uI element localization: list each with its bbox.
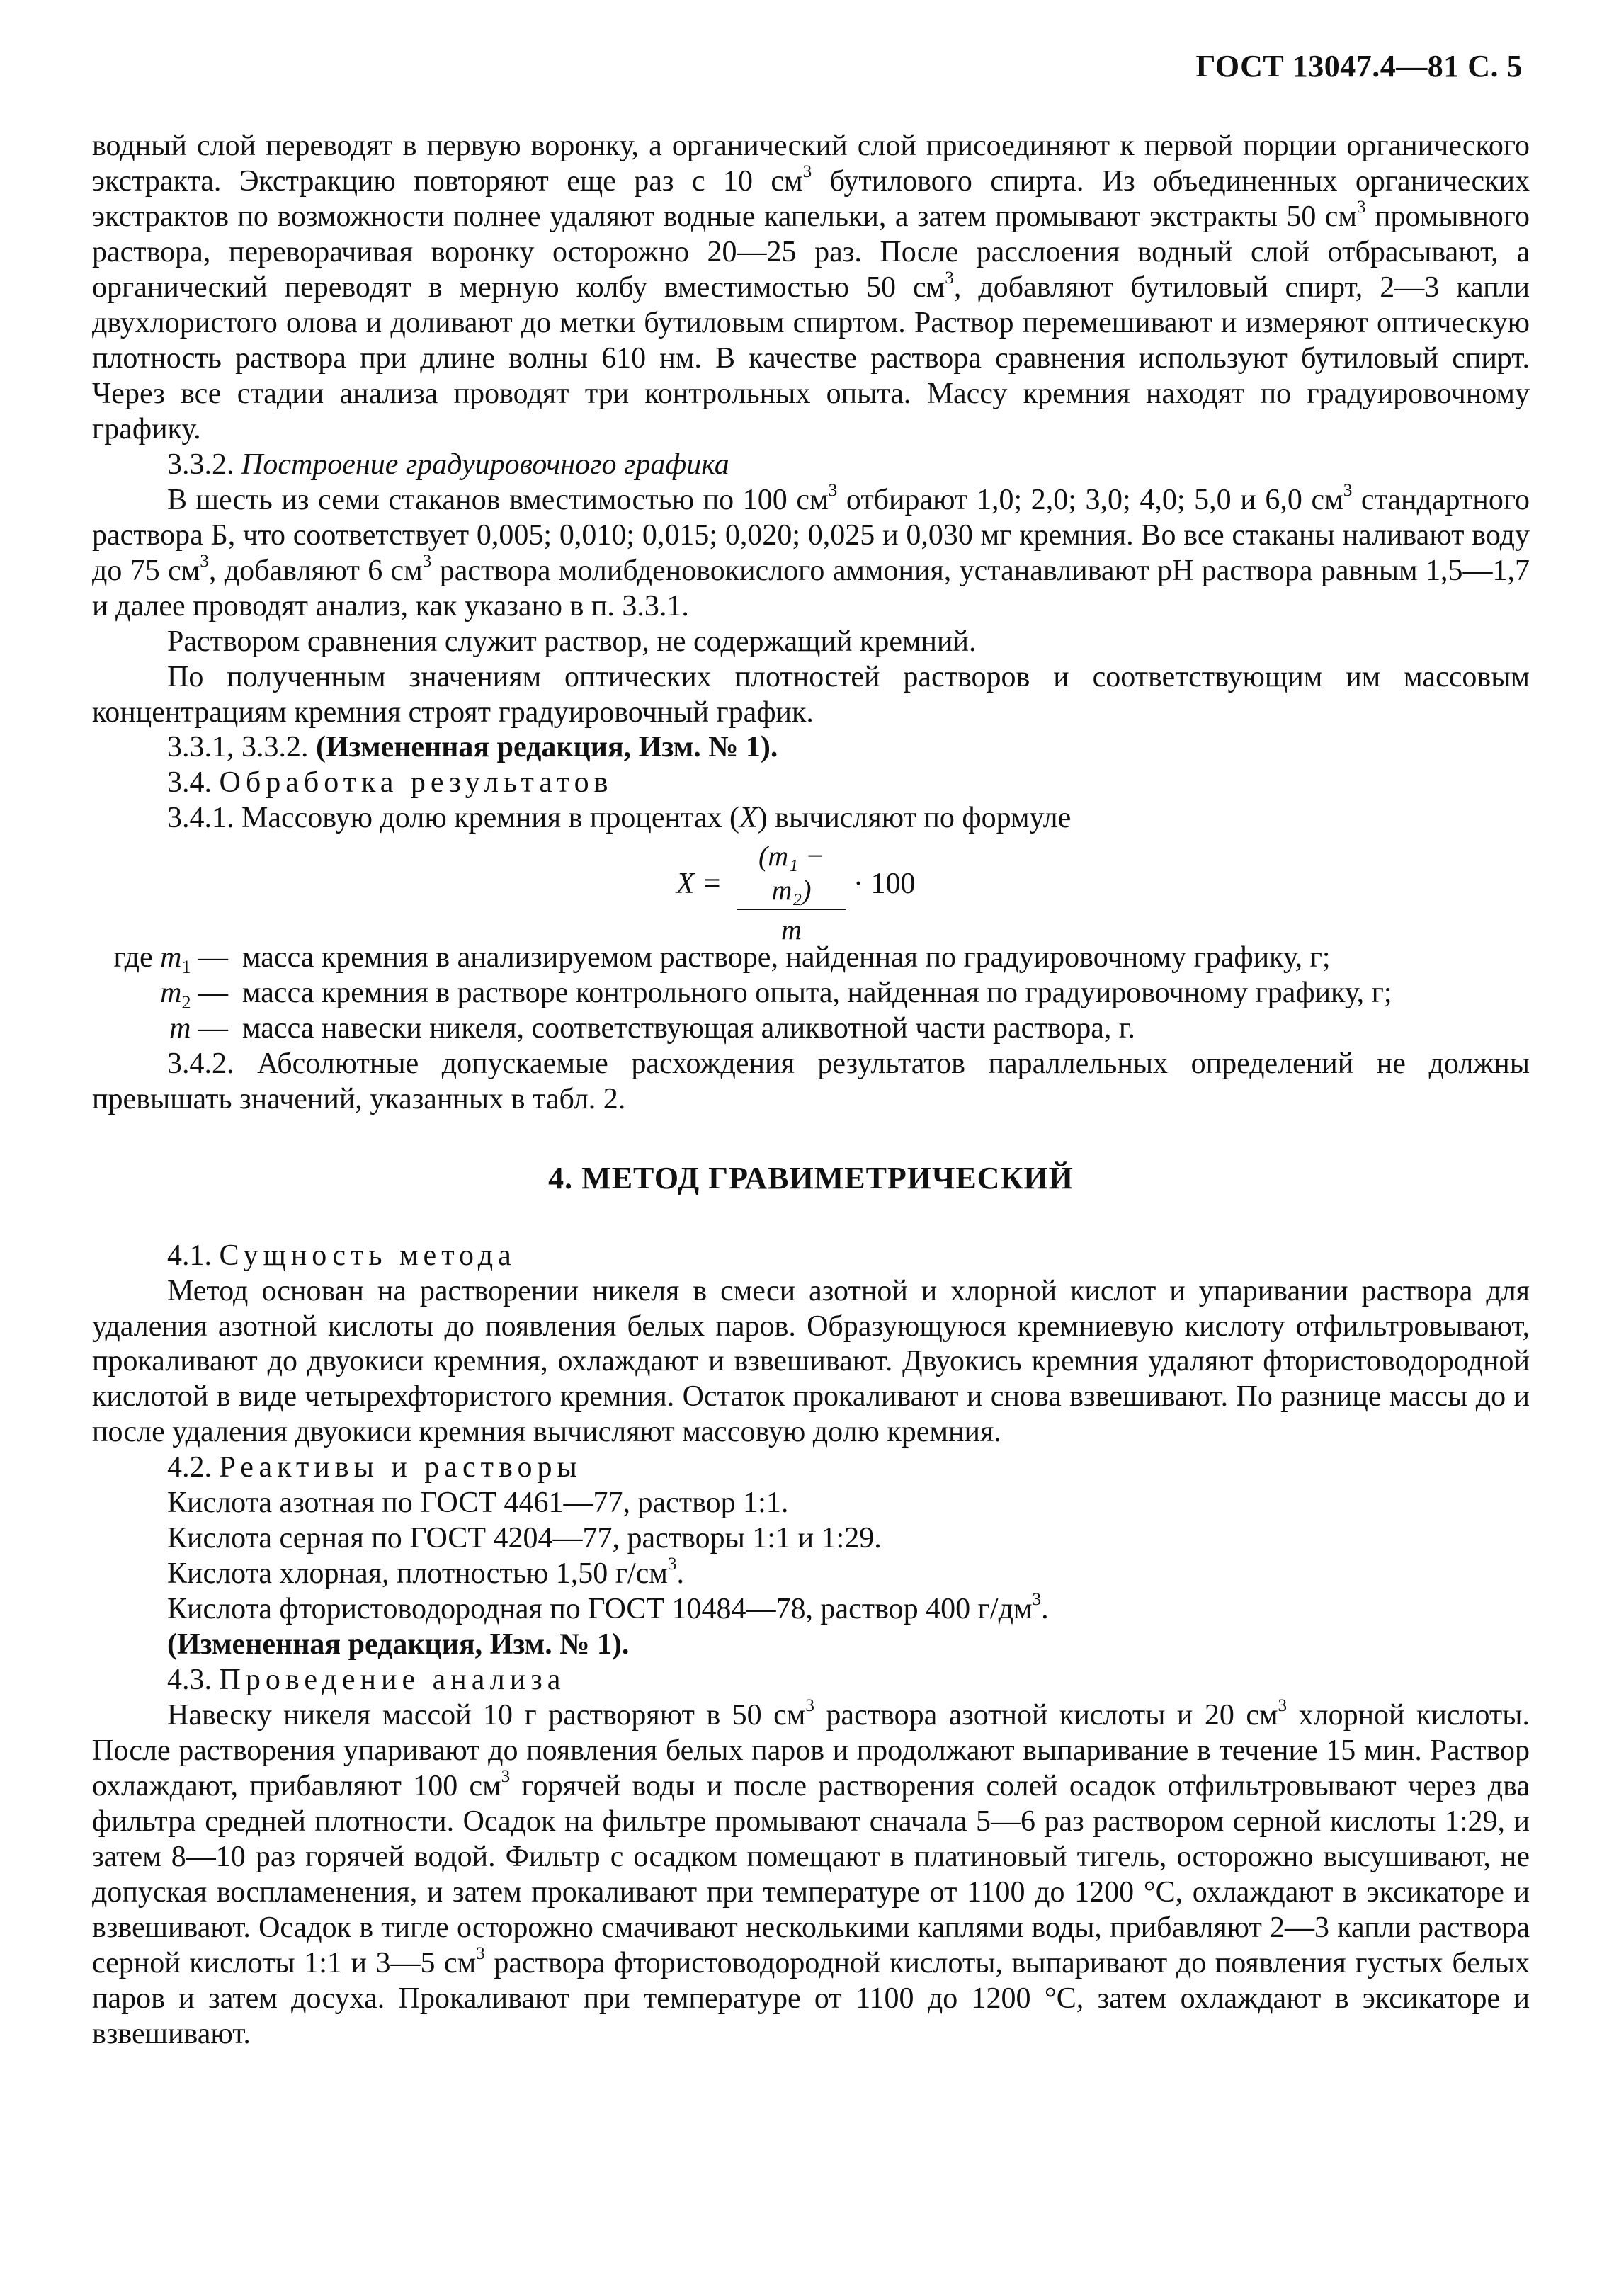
formula-numerator: (m₁ − m₂) (758, 840, 825, 906)
superscript: 3 (476, 1944, 485, 1964)
paragraph-4-3 (92, 1698, 1530, 2052)
amendment-ref: 3.3.1, 3.3.2. (167, 731, 309, 764)
definition-symbol: где $m_1$ — (113, 941, 228, 978)
variable: X (739, 802, 758, 835)
text-run: бутилового спирта. Из объединенных органических экстрактов по возможности полнее удаляют водные капельки, а затем промывают экстракты 50 см (92, 164, 1530, 233)
formula (92, 839, 1530, 945)
text-run: . (676, 1557, 684, 1591)
subscript: 2 (181, 992, 191, 1013)
superscript: 3 (828, 480, 838, 500)
text-run: , добавляют 6 см (208, 554, 423, 587)
superscript: 3 (1278, 1696, 1288, 1716)
section-title: Реактивы и растворы (219, 1451, 582, 1484)
text-run: водный слой переводят в первую воронку, а органический слой присоединяют к первой порции органического экстракта. Экстракцию повторяют еще раз с 10 см (92, 130, 1530, 198)
text-run: В шесть из семи стаканов вместимостью по 100 см (167, 483, 829, 516)
amendment-text: (Измененная редакция, Изм. № 1). (316, 731, 778, 764)
superscript: 3 (945, 268, 954, 288)
section-4-2-heading (92, 1450, 1530, 1486)
section-title: Обработка результатов (219, 766, 613, 800)
definition-text: масса навески никеля, соответствующая аликвотной части раствора, г. (242, 1012, 1135, 1045)
text-run: Навеску никеля массой 10 г растворяют в 50 см (167, 1699, 806, 1732)
text-run: . (1041, 1593, 1049, 1626)
text-run: хлорной кислоты. После растворения упаривают до появления белых паров и продолжают выпаривание в течение 15 мин. Раствор охлаждают, прибавляют 100 см (92, 1699, 1530, 1803)
fraction-bar (737, 909, 846, 910)
definition-symbol: $m_2$ — (160, 977, 228, 1013)
superscript: 3 (1343, 480, 1353, 500)
section-title: Проведение анализа (219, 1664, 566, 1697)
page-header: ГОСТ 13047.4—81 С. 5 (1195, 49, 1523, 84)
definition-m (92, 1011, 1530, 1047)
paragraph-optical: По полученным значениям оптических плотностей растворов и соответствующим им массовым концентрациям кремния строят градуировочный график. (92, 660, 1530, 729)
reagent-perchloric (92, 1557, 1530, 1592)
text-run: промывного раствора, переворачивая воронку осторожно 20—25 раз. После расслоения водный слой отбрасывают, а органический переводят в мерную колбу вместимостью 50 см (92, 200, 1530, 304)
paragraph-comparison: Раствором сравнения служит раствор, не содержащий кремний. (167, 625, 977, 658)
section-number: 4.1. (167, 1239, 212, 1272)
section-4-3-heading (92, 1663, 1530, 1698)
text-run: горячей воды и после растворения солей осадок отфильтровывают через два фильтра средней плотности. Осадок на фильтре промывают сначала 5—6 раз раствором серной кислоты 1:29, и затем 8—10 раз горячей водой. Фильтр с осадком помещают в платиновый тигель, осторожно высушивают, не допуская воспламенения, и затем прокаливают при температуре от 1100 до 1200 °С, охлаждают в эксикаторе и взвешивают. Осадок в тигле осторожно смачивают несколькими каплями воды, прибавляют 2—3 капли раствора серной кислоты 1:1 и 3—5 см (92, 1770, 1530, 1979)
superscript: 3 (501, 1767, 511, 1787)
symbol: m (169, 1012, 191, 1045)
text-run: , добавляют бутиловый спирт, 2—3 капли двухлористого олова и доливают до метки бутиловым спиртом. Раствор перемешивают и измеряют оптическую плотность раствора при длине волны 610 нм. В качестве раствора сравнения используют бутиловый спирт. Через все стадии анализа проводят три контрольных опыта. Массу кремния находят по градуировочному графику. (92, 271, 1530, 445)
superscript: 3 (667, 1555, 677, 1574)
text-run: раствора молибденовокислого аммония, устанавливают pH раствора равным 1,5—1,7 и далее проводят анализ, как указано в п. 3.3.1. (92, 554, 1530, 623)
superscript: 3 (200, 551, 209, 571)
formula-fraction (737, 839, 846, 946)
text-run: отбирают 1,0; 2,0; 3,0; 4,0; 5,0 и 6,0 см (837, 483, 1343, 516)
section-title: Сущность метода (219, 1239, 516, 1272)
reagent-nitric: Кислота азотная по ГОСТ 4461—77, раствор 1:1. (167, 1487, 789, 1520)
amendment-note-2: (Измененная редакция, Изм. № 1). (167, 1628, 630, 1661)
text-run: 3.4.1. Массовую долю кремния в процентах ( (167, 802, 739, 835)
superscript: 3 (805, 1696, 814, 1716)
text-run: Кислота фтористоводородная по ГОСТ 10484—78, раствор 400 г/дм (167, 1593, 1033, 1626)
superscript: 3 (422, 551, 432, 571)
text-run: ) вычисляют по формуле (757, 802, 1072, 835)
superscript: 3 (802, 162, 812, 182)
formula-denominator: m (781, 913, 802, 945)
text-run: стандартного раствора Б, что соответствует 0,005; 0,010; 0,015; 0,020; 0,025 и 0,030 мг кремния. Во все стаканы наливают воду до 75 см (92, 483, 1530, 587)
formula-multiplier: · 100 (853, 868, 916, 901)
paragraph-4-1: Метод основан на растворении никеля в смеси азотной и хлорной кислот и упаривании раствора для удаления азотной кислоты до появления белых паров. Образующуюся кремниевую кислоту отфильтровывают, прокаливают до двуокиси кремния, охлаждают и взвешивают. Двуокись кремния удаляют фтористоводородной кислотой в виде четырехфтористого кремния. Остаток прокаливают и снова взвешивают. По разнице массы до и после удаления двуокиси кремния вычисляют массовую долю кремния. (92, 1274, 1530, 1449)
superscript: 3 (1357, 198, 1366, 217)
definition-text: масса кремния в анализируемом растворе, найденная по градуировочному графику, г; (242, 941, 1331, 974)
section-number: 3.4. (167, 766, 212, 800)
subscript: 1 (181, 957, 191, 978)
amendment-note-1 (92, 730, 1530, 766)
text-run: раствора азотной кислоты и 20 см (814, 1699, 1278, 1732)
superscript: 3 (1032, 1590, 1042, 1610)
section-number: 3.3.2. (167, 448, 234, 481)
page-content (92, 129, 1530, 2052)
reagent-hydrofluoric (92, 1592, 1530, 1627)
text-run: раствора фтористоводородной кислоты, выпаривают до появления густых белых паров и затем досуха. Прокаливают при температуре от 1100 до 1200 °С, затем охлаждают в эксикаторе и взвешивают. (92, 1946, 1530, 2050)
section-3-4-heading (92, 766, 1530, 801)
formula-lhs: X = (676, 868, 722, 901)
definition-prefix: где (113, 941, 161, 974)
paragraph-continued (92, 129, 1530, 448)
text-run: Кислота хлорная, плотностью 1,50 г/см (167, 1557, 668, 1591)
definition-m2 (92, 976, 1530, 1011)
symbol: m (160, 941, 182, 974)
section-number: 4.2. (167, 1451, 212, 1484)
symbol: m (160, 977, 182, 1010)
section-title: Построение градуировочного графика (241, 448, 729, 481)
section-4-heading: 4. МЕТОД ГРАВИМЕТРИЧЕСКИЙ (548, 1161, 1074, 1196)
paragraph-six-beakers (92, 480, 1530, 625)
reagent-sulfuric: Кислота серная по ГОСТ 4204—77, растворы 1:1 и 1:29. (167, 1522, 882, 1555)
definition-symbol: m — (169, 1012, 228, 1045)
definition-text: масса кремния в растворе контрольного опыта, найденная по градуировочному графику, г; (242, 977, 1392, 1010)
section-3-3-2-heading (92, 448, 1530, 483)
paragraph-3-4-2: 3.4.2. Абсолютные допускаемые расхождения результатов параллельных определений не должны превышать значений, указанных в табл. 2. (92, 1047, 1530, 1116)
section-number: 4.3. (167, 1664, 212, 1697)
paragraph-3-4-1 (92, 801, 1530, 836)
section-4-1-heading (92, 1239, 1530, 1274)
